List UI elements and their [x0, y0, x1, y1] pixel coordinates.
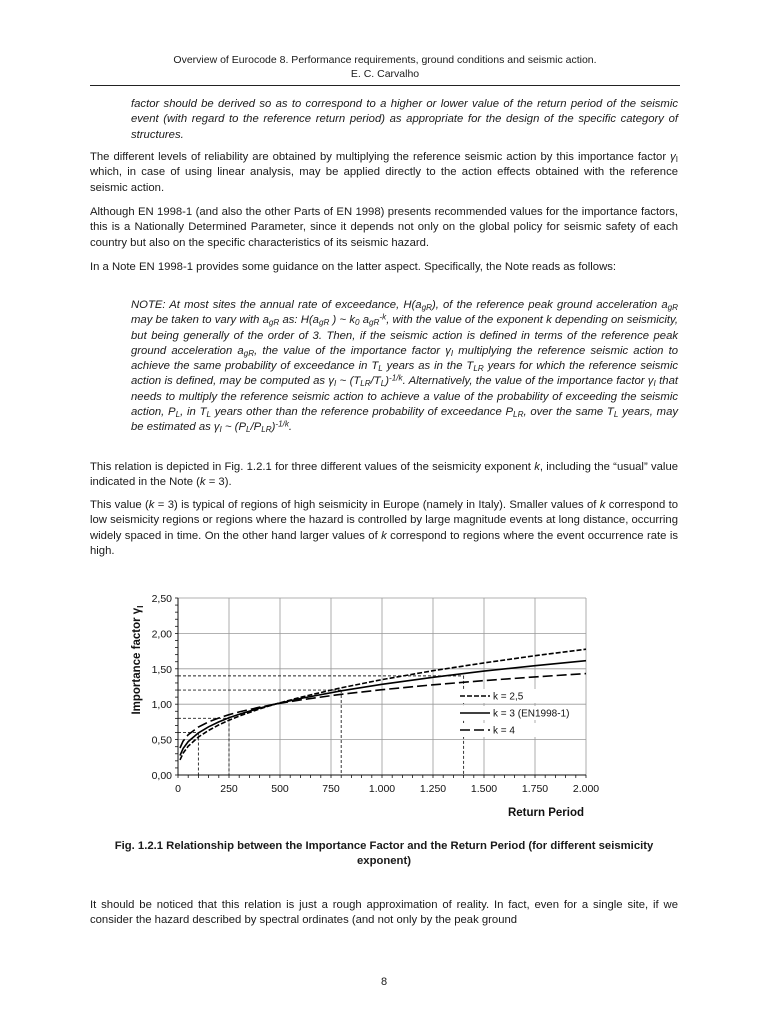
- running-header: [90, 53, 680, 81]
- x-tick-label: 1.500: [470, 783, 498, 795]
- x-tick-label: 750: [322, 783, 340, 795]
- legend-label: k = 4: [493, 725, 515, 737]
- x-tick-label: 0: [175, 783, 181, 795]
- paragraph-intro-italic: factor should be derived so as to correspond to a higher or lower value of the return period of the seismic event (with regard to the reference return period) as appropriate for the design of the specific category of structures.: [131, 98, 678, 141]
- header-title: Overview of Eurocode 8. Performance requirements, ground conditions and seismic action.: [173, 54, 597, 66]
- x-tick-label: 2.000: [572, 783, 600, 795]
- note-block: NOTE: At most sites the annual rate of exceedance, $H(a_{gR})$, of the reference peak ground acceleration $a_{gR}$ may be taken to vary with $a_{gR}$ as: $H(a_{gR}$ ) ~ $k_0$ $a_{gR}^{-k}$, with the value of the exponent k depending on seismicity, but being generally of the order of 3. Then, if the seismic action is defined in terms of the reference peak ground acceleration $a_{gR}$, the value of the importance factor $\gamma_I$ multiplying the reference seismic action to achieve the same probability of exceedance in $T_L$ years as in the $T_{LR}$ years for which the reference seismic action is defined, may be computed as $\gamma_I$ ~ $(T_{LR}/T_L)^{-1/k}$. Alternatively, the value of the importance factor $\gamma_I$ that needs to multiply the reference seismic action to achieve a value of the probability of exceeding the seismic action, $P_L$, in $T_L$ years other than the reference probability of exceedance $P_{LR}$, over the same $T_L$ years, may be estimated as $\gamma_I$ ~ $(P_L/P_{LR})^{-1/k}$.: [131, 299, 679, 435]
- paragraph-note-intro: In a Note EN 1998-1 provides some guidance on the latter aspect. Specifically, the Note reads as follows:: [90, 261, 617, 273]
- header-divider: [90, 85, 680, 86]
- page-number: 8: [380, 976, 388, 988]
- legend-label: k = 3 (EN1998-1): [493, 708, 570, 720]
- y-tick-label: 1,00: [151, 699, 172, 712]
- x-tick-label: 1.250: [419, 783, 447, 795]
- paragraph-importance-factor: The different levels of reliability are obtained by multiplying the reference seismic action by this importance factor $\gamma_I$ which, in case of using linear analysis, may be applied directly to the action effects obtained with the reference seismic action.: [90, 151, 678, 194]
- header-author: E. C. Carvalho: [350, 68, 420, 80]
- y-tick-label: 2,00: [151, 628, 172, 641]
- x-tick-label: 500: [271, 783, 289, 795]
- y-tick-label: 0,00: [151, 770, 172, 782]
- y-tick-label: 1,50: [151, 663, 172, 676]
- x-tick-label: 250: [220, 783, 238, 795]
- paragraph-figure-reference: This relation is depicted in Fig. 1.2.1 for three different values of the seismicity exponent k, including the “usual” value indicated in the Note (k = 3).: [90, 461, 679, 489]
- chart-axes: [175, 598, 586, 778]
- paragraph-closing: It should be noticed that this relation is just a rough approximation of reality. In fact, even for a single site, if we consider the hazard described by spectral ordinates (and not only by the peak ground: [90, 899, 678, 927]
- legend-label: k = 2,5: [493, 691, 524, 703]
- chart-grid: [178, 598, 586, 775]
- chart-guides: [178, 676, 464, 775]
- chart-legend: [458, 689, 578, 737]
- y-tick-label: 2,50: [151, 593, 172, 605]
- figure-caption: Fig. 1.2.1 Relationship between the Importance Factor and the Return Period (for different seismicity exponent): [114, 840, 654, 867]
- x-tick-label: 1.750: [521, 783, 549, 795]
- chart-x-axis-label: Return Period: [507, 807, 584, 819]
- paragraph-seismicity: This value (k = 3) is typical of regions of high seismicity in Europe (namely in Italy). Smaller values of k correspond to low seismicity regions or regions where the hazard is controlled by large magnitude events at long distance, occurring widely spaced in time. On the other hand larger values of k correspond to regions where the event occurrence rate is high.: [90, 499, 679, 557]
- y-tick-label: 0,50: [151, 734, 172, 747]
- chart-y-axis-label: Importance factor $\gamma_I$: [131, 605, 145, 715]
- importance-factor-chart: [120, 582, 610, 822]
- x-tick-label: 1.000: [368, 783, 396, 795]
- paragraph-ndp: Although EN 1998-1 (and also the other Parts of EN 1998) presents recommended values for the importance factors, this is a Nationally Determined Parameter, since it depends not only on the global policy for seismic safety of each country but also on the specific characteristics of its seismic hazard.: [90, 206, 678, 249]
